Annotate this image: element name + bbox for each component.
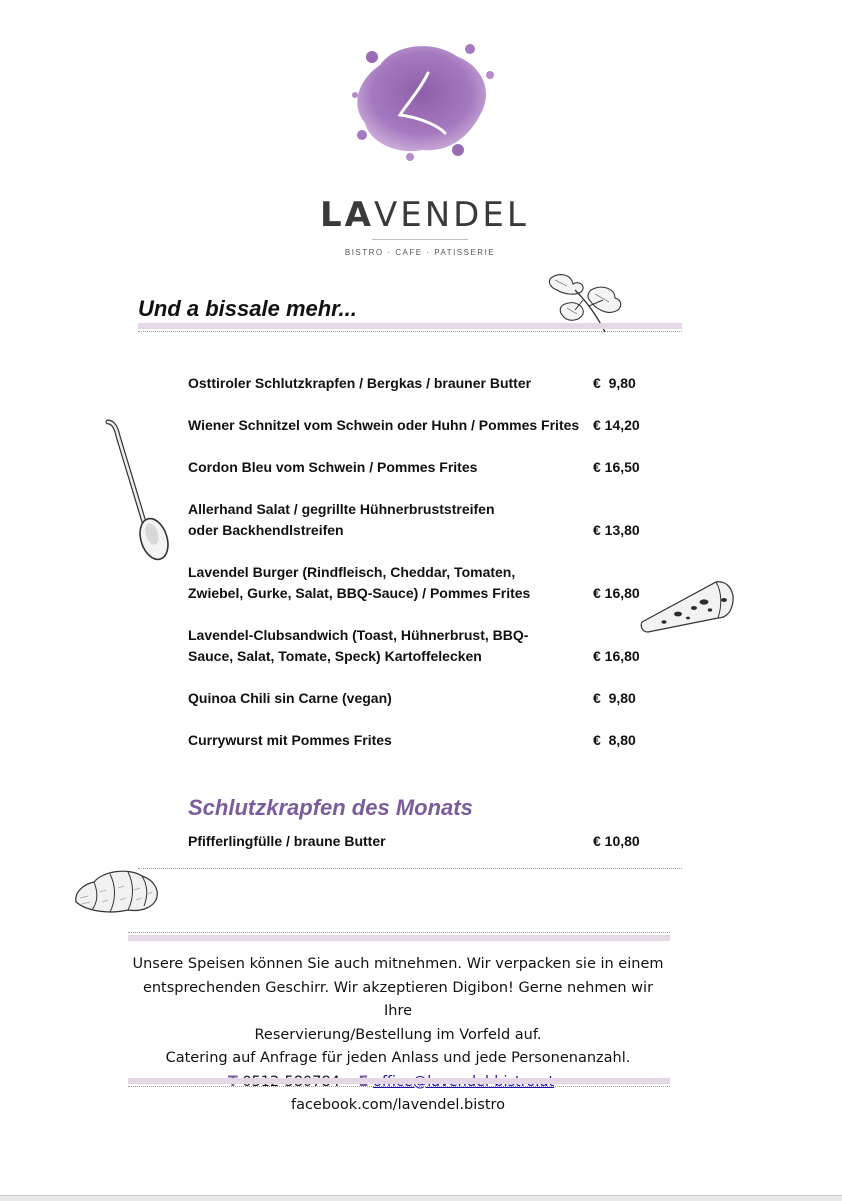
menu-item	[188, 457, 648, 478]
footer-text-line: Unsere Speisen können Sie auch mitnehmen. Wir verpacken sie in einem	[132, 956, 664, 972]
menu-item-price: € 16,50	[593, 459, 640, 475]
menu-item-price: € 9,80	[593, 690, 636, 706]
footer-info	[128, 953, 668, 1118]
menu-item	[188, 562, 648, 604]
title-dotted-line	[138, 331, 682, 332]
menu-item-name: Cordon Bleu vom Schwein / Pommes Frites	[188, 459, 478, 475]
brand-tagline: BISTRO · CAFE · PATISSERIE	[344, 248, 496, 257]
menu-item-name: Lavendel-Clubsandwich (Toast, Hühnerbrust, BBQ-Sauce, Salat, Tomate, Speck) Kartoffelecken	[188, 627, 529, 664]
logo-divider	[372, 239, 468, 240]
monthly-dotted-line	[138, 868, 682, 869]
menu-item	[188, 415, 648, 436]
menu-item	[188, 373, 648, 394]
menu-item-name: Pfifferlingfülle / braune Butter	[188, 833, 386, 849]
spoon-icon	[100, 418, 172, 564]
menu-item-price: € 10,80	[593, 833, 640, 849]
facebook-link: facebook.com/lavendel.bistro	[290, 1097, 506, 1113]
menu-item-name: Wiener Schnitzel vom Schwein oder Huhn / Pommes Frites	[188, 417, 580, 433]
menu-item-name: Lavendel Burger (Rindfleisch, Cheddar, Tomaten, Zwiebel, Gurke, Salat, BBQ-Sauce) / Pommes Frites	[188, 564, 531, 601]
footer-bottom-band	[128, 1078, 670, 1084]
menu-item-price: € 16,80	[593, 585, 640, 601]
menu-item-price: € 14,20	[593, 417, 640, 433]
section-title: Und a bissale mehr...	[138, 296, 357, 321]
logo	[320, 35, 529, 257]
menu-item-name: Quinoa Chili sin Carne (vegan)	[188, 690, 392, 706]
menu-item	[188, 688, 648, 709]
menu-item	[188, 730, 648, 751]
footer-text-line: entsprechenden Geschirr. Wir akzeptieren Digibon! Gerne nehmen wir Ihre	[142, 979, 654, 1019]
footer-text-line: Reservierung/Bestellung im Vorfeld auf.	[254, 1026, 542, 1043]
footer-top-dotted	[128, 932, 670, 933]
lavender-splash-logo-icon	[340, 35, 500, 165]
monthly-special-title: Schlutzkrapfen des Monats	[188, 795, 473, 820]
menu-item-name: Allerhand Salat / gegrillte Hühnerbruststreifen oder Backhendlstreifen	[188, 501, 495, 538]
footer-bottom-dotted	[128, 1086, 670, 1087]
menu-item-name: Osttiroler Schlutzkrapfen / Bergkas / brauner Butter	[188, 375, 532, 391]
monthly-special-item	[188, 831, 648, 852]
menu-item-price: € 16,80	[593, 648, 640, 664]
title-underline-band	[138, 323, 682, 329]
menu-item-price: € 13,80	[593, 522, 640, 538]
footer-text-line: Catering auf Anfrage für jeden Anlass und jede Personenanzahl.	[165, 1050, 631, 1066]
footer-top-band	[128, 935, 670, 941]
menu-item	[188, 625, 648, 667]
page-edge	[0, 1195, 842, 1201]
menu-item-price: € 9,80	[593, 375, 636, 391]
cheese-icon	[638, 578, 738, 636]
menu-item	[188, 499, 648, 541]
menu-item-name: Currywurst mit Pommes Frites	[188, 732, 392, 748]
brand-name: LAVENDEL	[320, 195, 529, 235]
croissant-icon	[70, 862, 162, 916]
menu-item-price: € 8,80	[593, 732, 636, 748]
